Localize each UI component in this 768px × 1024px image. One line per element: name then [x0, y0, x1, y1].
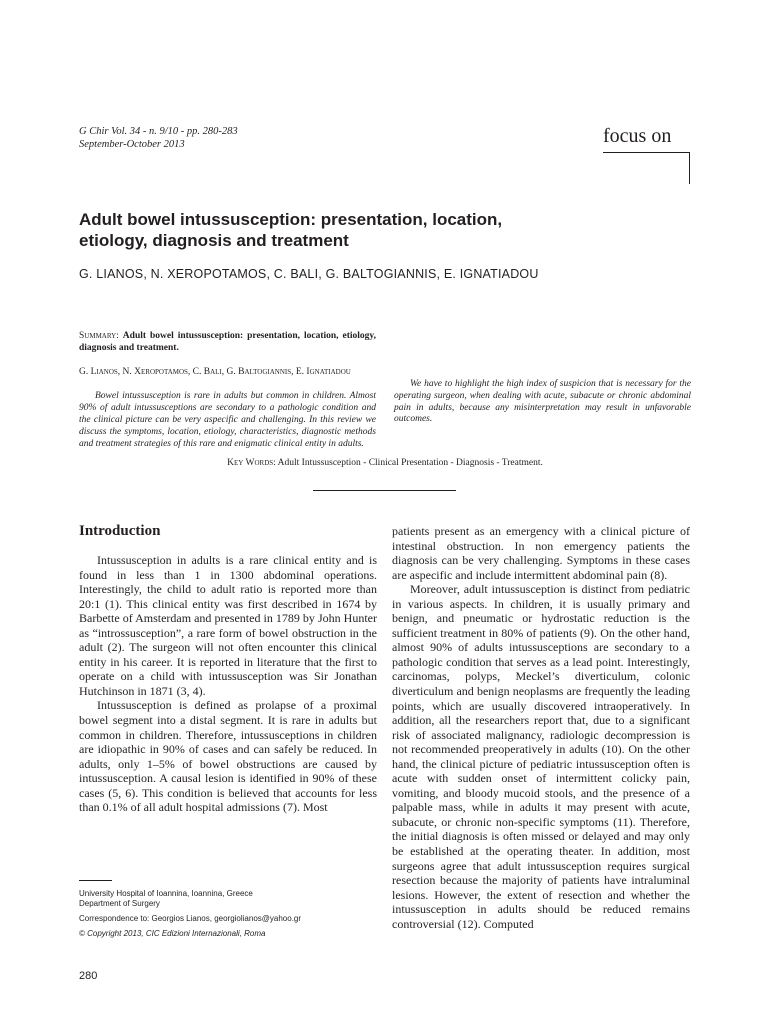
summary-paragraph-2: We have to highlight the high index of suspicion that is necessary for the operating surgeon, when dealing with acute, subacute or chronic abdominal pain in adults, because any misinterpretation may result in unfavorable outcomes.: [394, 379, 691, 425]
intro-paragraph-1: Intussusception in adults is a rare clinical entity and is found in less than 1 in 1300 abdominal operations. Interestingly, the child to adult ratio is reported more than 20:1 (1). This clinical entity was first described in 1674 by Barbette of Amsterdam and presented in 1789 by John Hunter as “introssusception”, a rare form of bowel obstruction in the adult (2). The surgeon will not often encounter this clinical entity in his career. It is reported in literature that the first to operate on a child with intussusception was Sir Jonathan Hutchinson in 1871 (3, 4).: [79, 553, 377, 698]
summary-paragraph-1: Bowel intussusception is rare in adults but common in children. Almost 90% of adult intussusceptions are secondary to a pathologic condition and the clinical picture can be very aspecific and challenging. In this review we discuss the symptoms, location, etiology, characteristics, diagnostic methods and treatment strategies of this rare and enigmatic clinical entity in adults.: [79, 391, 376, 449]
keywords-label: Key Words:: [227, 458, 276, 468]
summary-label: Summary:: [79, 331, 119, 341]
summary-authors: G. Lianos, N. Xeropotamos, C. Bali, G. Baltogiannis, E. Ignatiadou: [79, 366, 351, 377]
page-number: 280: [79, 970, 98, 982]
section-divider: [313, 490, 456, 491]
article-title-line2: etiology, diagnosis and treatment: [79, 231, 349, 250]
body-left-column: [79, 553, 377, 815]
section-rule-horizontal: [603, 152, 690, 153]
footnote-rule: [79, 880, 112, 881]
footnote-correspondence: Correspondence to: Georgios Lianos, georgiolianos@yahoo.gr: [79, 914, 302, 923]
summary-heading: [79, 331, 376, 355]
journal-volume-line: G Chir Vol. 34 - n. 9/10 - pp. 280-283: [79, 126, 238, 137]
section-rule-vertical: [689, 152, 690, 184]
article-authors: G. LIANOS, N. XEROPOTAMOS, C. BALI, G. BALTOGIANNIS, E. IGNATIADOU: [79, 267, 539, 281]
intro-paragraph-3: patients present as an emergency with a clinical picture of intestinal obstruction. In non emergency patients the diagnosis can be very challenging. Symptoms in these cases are aspecific and include intermittent abdominal pain (8).: [392, 524, 690, 582]
intro-paragraph-4: Moreover, adult intussusception is distinct from pediatric in various aspects. In children, it is usually primary and benign, and pneumatic or hydrostatic reduction is the sufficient treatment in 80% of patients (9). On the other hand, almost 90% of adults intussusceptions are secondary to a pathologic condition that serves as a lead point. Interestingly, carcinomas, polyps, Meckel’s diverticulum, colonic diverticulum and benign neoplasms are frequently the leading points, which are usually discovered intraoperatively. In addition, all the researchers report that, due to a significant risk of associated malignancy, radiologic decompression is not recommended preoperatively in adults (10). On the other hand, the clinical picture of pediatric intussusception often is acute with sudden onset of intermittent colicky pain, vomiting, and bloody mucoid stools, and the presence of a palpable mass, while in adults it may present with acute, subacute, or chronic non-specific symptoms (11). Therefore, the initial diagnosis is often missed or delayed and may only be established at the operating theater. In addition, most surgeons agree that adult intussusception requires surgical resection because the majority of patients have intraluminal lesions. However, the extent of resection and whether the intussusception in adults should be reduced remains controversial (12). Computed: [392, 582, 690, 931]
summary-title: Adult bowel intussusception: presentation, location, etiology, diagnosis and treatment.: [79, 331, 377, 353]
introduction-heading: Introduction: [79, 523, 161, 539]
intro-paragraph-2: Intussusception is defined as prolapse of a proximal bowel segment into a distal segment. It is rare in adults but common in children. Therefore, intussusceptions in children are idiopathic in 90% of cases and can safely be reduced. In adults, only 1–5% of bowel obstructions are caused by intussusception. A causal lesion is identified in 90% of these cases (5, 6). This condition is believed that accounts for less than 0.1% of all adult hospital admissions (7). Most: [79, 698, 377, 815]
article-title-line1: Adult bowel intussusception: presentation, location,: [79, 210, 503, 229]
footnote-affiliation: University Hospital of Ioannina, Ioannina, Greece Department of Surgery: [79, 889, 253, 908]
journal-date-line: September-October 2013: [79, 139, 185, 150]
section-label: focus on: [603, 125, 672, 147]
body-right-column: [392, 524, 690, 931]
summary-left-column: [79, 331, 376, 450]
keywords: [80, 458, 690, 468]
footnote-copyright: © Copyright 2013, CIC Edizioni Internazionali, Roma: [79, 929, 266, 938]
keywords-text: Adult Intussusception - Clinical Presentation - Diagnosis - Treatment.: [277, 458, 543, 468]
summary-right-column-para2: [394, 379, 691, 426]
journal-citation: [79, 125, 238, 151]
article-title: [79, 209, 639, 251]
